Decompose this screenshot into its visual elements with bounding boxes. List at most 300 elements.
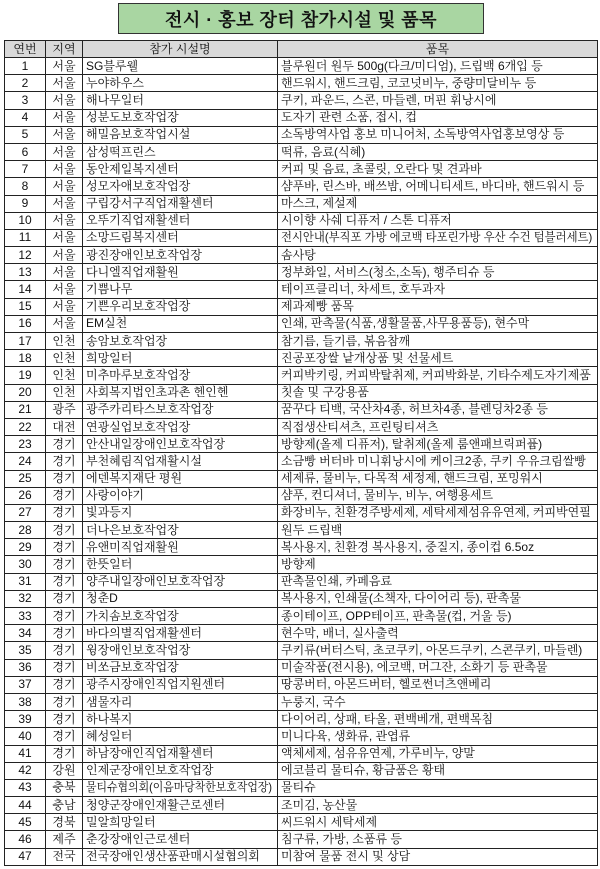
region-text: 충남	[52, 797, 76, 812]
items-cell	[278, 436, 598, 453]
row-number-cell	[5, 556, 46, 573]
row-number-text: 25	[18, 471, 32, 486]
table-row	[5, 195, 598, 212]
row-number-cell	[5, 522, 46, 539]
row-number-cell	[5, 195, 46, 212]
row-number-text: 31	[18, 574, 32, 589]
region-cell	[46, 58, 83, 75]
table-row	[5, 642, 598, 659]
region-cell	[46, 92, 83, 109]
facility-name-text: 비쏘금보호작업장	[86, 660, 179, 675]
region-cell	[46, 728, 83, 745]
items-text: 복사용지, 친환경 복사용지, 중질지, 종이컵 6.5oz	[281, 539, 535, 554]
table-row	[5, 161, 598, 178]
items-cell	[278, 642, 598, 659]
table-row	[5, 762, 598, 779]
items-cell	[278, 779, 598, 796]
items-cell	[278, 109, 598, 126]
row-number-cell	[5, 487, 46, 504]
row-number-cell	[5, 161, 46, 178]
facility-name-cell	[83, 418, 278, 435]
facility-name-text: 청양군장애인재활근로센터	[86, 797, 226, 812]
region-cell	[46, 676, 83, 693]
items-text: 커피박키링, 커피박탈취제, 커피박화분, 기타수제도자기제품	[281, 367, 591, 382]
region-text: 광주	[52, 402, 76, 417]
row-number-text: 8	[21, 178, 29, 193]
items-cell	[278, 556, 598, 573]
region-text: 경기	[52, 488, 76, 503]
region-cell	[46, 573, 83, 590]
row-number-cell	[5, 350, 46, 367]
region-cell	[46, 281, 83, 298]
items-text: 솜사탕	[281, 247, 316, 262]
row-number-text: 12	[18, 247, 32, 262]
facility-name-cell	[83, 573, 278, 590]
facility-name-text: EM실천	[86, 316, 128, 331]
table-row	[5, 693, 598, 710]
items-text: 정부화일, 서비스(청소,소독), 행주티슈 등	[281, 264, 495, 279]
items-cell	[278, 350, 598, 367]
table-row	[5, 229, 598, 246]
items-cell	[278, 539, 598, 556]
facility-name-text: 밀알희망일터	[86, 814, 156, 829]
items-cell	[278, 487, 598, 504]
facility-name-text: 해밀음보호작업시설	[86, 127, 191, 142]
table-header	[5, 41, 598, 58]
facility-name-text: 연광실업보호작업장	[86, 419, 191, 434]
facility-name-cell	[83, 693, 278, 710]
facility-name-text: 기쁜우리보호작업장	[86, 299, 191, 314]
region-text: 인천	[52, 333, 76, 348]
facility-name-cell	[83, 126, 278, 143]
table-row	[5, 556, 598, 573]
row-number-cell	[5, 298, 46, 315]
row-number-cell	[5, 573, 46, 590]
table-row	[5, 504, 598, 521]
facility-name-text: 구립강서구직업재활센터	[86, 196, 214, 211]
row-number-text: 6	[21, 144, 29, 159]
row-number-cell	[5, 143, 46, 160]
table-row	[5, 367, 598, 384]
items-text: 판촉물인쇄, 카페음료	[281, 574, 392, 589]
region-text: 경기	[52, 711, 76, 726]
table-row	[5, 831, 598, 848]
items-cell	[278, 229, 598, 246]
table-row	[5, 590, 598, 607]
region-text: 강원	[52, 763, 76, 778]
table-row	[5, 281, 598, 298]
items-cell	[278, 470, 598, 487]
items-cell	[278, 281, 598, 298]
row-number-text: 28	[18, 522, 32, 537]
items-cell	[278, 608, 598, 625]
row-number-cell	[5, 436, 46, 453]
items-text: 씨드워시 세탁세제	[281, 814, 378, 829]
row-number-cell	[5, 848, 46, 865]
facility-name-cell	[83, 58, 278, 75]
row-number-text: 34	[18, 625, 32, 640]
region-cell	[46, 350, 83, 367]
header-row-number: 연번	[5, 41, 46, 58]
table-row	[5, 315, 598, 332]
region-cell	[46, 195, 83, 212]
row-number-cell	[5, 367, 46, 384]
facility-name-cell	[83, 745, 278, 762]
facility-name-cell	[83, 298, 278, 315]
region-cell	[46, 178, 83, 195]
region-cell	[46, 522, 83, 539]
table-row	[5, 178, 598, 195]
facility-name-cell	[83, 384, 278, 401]
facility-name-cell	[83, 779, 278, 796]
page-title	[118, 3, 484, 34]
row-number-text: 4	[21, 110, 29, 125]
region-text: 서울	[52, 264, 76, 279]
row-number-text: 37	[18, 677, 32, 692]
facility-name-cell	[83, 333, 278, 350]
facility-name-text: 미추마루보호작업장	[86, 367, 191, 382]
region-text: 경기	[52, 557, 76, 572]
items-text: 마스크, 제설제	[281, 196, 358, 211]
region-cell	[46, 590, 83, 607]
items-cell	[278, 728, 598, 745]
facility-name-text: 광주카리타스보호작업장	[86, 402, 214, 417]
row-number-text: 5	[21, 127, 29, 142]
items-text: 전시안내(부직포 가방 에코백 타포린가방 우산 수건 텀블러세트)	[281, 230, 593, 245]
row-number-cell	[5, 728, 46, 745]
table-row	[5, 487, 598, 504]
items-text: 쿠키류(버터스틱, 초코쿠키, 아몬드쿠키, 스콘쿠키, 마들렌)	[281, 642, 583, 657]
facility-name-cell	[83, 281, 278, 298]
row-number-text: 18	[18, 350, 32, 365]
facility-name-text: 광주시장애인직업지원센터	[86, 677, 226, 692]
table-header-row	[5, 41, 598, 58]
facility-name-text: 청춘D	[86, 591, 118, 606]
region-cell	[46, 642, 83, 659]
items-text: 칫솔 및 구강용품	[281, 385, 369, 400]
items-text: 인쇄, 판촉물(식품,생활물품,사무용품등), 현수막	[281, 316, 530, 331]
facility-name-cell	[83, 659, 278, 676]
facility-name-text: 샘물자리	[86, 694, 133, 709]
items-text: 떡류, 음료(식혜)	[281, 144, 366, 159]
facility-name-cell	[83, 608, 278, 625]
region-cell	[46, 693, 83, 710]
row-number-cell	[5, 590, 46, 607]
table-row	[5, 436, 598, 453]
row-number-cell	[5, 539, 46, 556]
items-cell	[278, 831, 598, 848]
region-text: 서울	[52, 178, 76, 193]
items-text: 종이테이프, OPP테이프, 판촉물(컵, 거울 등)	[281, 608, 512, 623]
row-number-text: 35	[18, 642, 32, 657]
facility-name-cell	[83, 315, 278, 332]
items-cell	[278, 625, 598, 642]
items-cell	[278, 848, 598, 865]
region-cell	[46, 762, 83, 779]
row-number-cell	[5, 418, 46, 435]
region-text: 서울	[52, 213, 76, 228]
row-number-text: 40	[18, 728, 32, 743]
region-text: 인천	[52, 385, 76, 400]
facility-name-text: 기쁨나무	[86, 282, 133, 297]
items-text: 미니다육, 생화류, 관엽류	[281, 728, 411, 743]
header-items: 품목	[278, 41, 598, 58]
region-text: 서울	[52, 230, 76, 245]
items-text: 물티슈	[281, 780, 316, 795]
table-row	[5, 298, 598, 315]
items-text: 참기름, 들기름, 볶음참깨	[281, 333, 411, 348]
facility-name-cell	[83, 264, 278, 281]
participant-table	[4, 40, 598, 866]
row-number-text: 23	[18, 436, 32, 451]
row-number-cell	[5, 75, 46, 92]
row-number-text: 16	[18, 316, 32, 331]
facility-name-cell	[83, 676, 278, 693]
facility-name-cell	[83, 350, 278, 367]
region-cell	[46, 109, 83, 126]
region-cell	[46, 247, 83, 264]
row-number-text: 45	[18, 814, 32, 829]
row-number-text: 1	[21, 58, 29, 73]
items-text: 조미김, 농산물	[281, 797, 358, 812]
region-text: 충북	[52, 780, 76, 795]
row-number-cell	[5, 126, 46, 143]
region-cell	[46, 625, 83, 642]
region-cell	[46, 315, 83, 332]
facility-name-text: 더나은보호작업장	[86, 522, 179, 537]
facility-name-cell	[83, 161, 278, 178]
items-cell	[278, 247, 598, 264]
items-cell	[278, 264, 598, 281]
row-number-cell	[5, 642, 46, 659]
row-number-text: 26	[18, 488, 32, 503]
items-text: 복사용지, 인쇄물(소책자, 다이어리 등), 판촉물	[281, 591, 521, 606]
facility-name-text: 물티슈협의회(이음마당착한보호작업장)	[86, 780, 272, 795]
table-row	[5, 470, 598, 487]
region-text: 전국	[52, 849, 76, 864]
row-number-cell	[5, 333, 46, 350]
region-cell	[46, 384, 83, 401]
region-cell	[46, 539, 83, 556]
region-text: 서울	[52, 75, 76, 90]
region-cell	[46, 831, 83, 848]
region-text: 서울	[52, 299, 76, 314]
region-text: 대전	[52, 419, 76, 434]
facility-name-text: 동안제일복지센터	[86, 161, 179, 176]
row-number-text: 42	[18, 763, 32, 778]
row-number-cell	[5, 797, 46, 814]
region-text: 서울	[52, 92, 76, 107]
table-row	[5, 143, 598, 160]
facility-name-text: 유앤미직업재활원	[86, 539, 179, 554]
facility-name-cell	[83, 539, 278, 556]
items-text: 꿈꾸다 티백, 국산차4종, 허브차4종, 블렌딩차2종 등	[281, 402, 548, 417]
row-number-cell	[5, 58, 46, 75]
region-cell	[46, 453, 83, 470]
row-number-text: 32	[18, 591, 32, 606]
region-text: 제주	[52, 832, 76, 847]
facility-name-text: 바다의별직업재활센터	[86, 625, 202, 640]
region-text: 인천	[52, 367, 76, 382]
table-row	[5, 848, 598, 865]
region-cell	[46, 333, 83, 350]
region-cell	[46, 848, 83, 865]
items-cell	[278, 418, 598, 435]
items-cell	[278, 143, 598, 160]
table-row	[5, 453, 598, 470]
facility-name-text: 해나무일터	[86, 92, 144, 107]
row-number-text: 9	[21, 196, 29, 211]
facility-name-text: 인제군장애인보호작업장	[86, 763, 214, 778]
facility-name-text: 안산내일장애인보호작업장	[86, 436, 226, 451]
region-text: 경북	[52, 814, 76, 829]
region-text: 경기	[52, 642, 76, 657]
facility-name-text: 소망드림복지센터	[86, 230, 179, 245]
items-text: 테이프클리너, 차세트, 호두과자	[281, 282, 446, 297]
region-text: 경기	[52, 608, 76, 623]
facility-name-text: SG블루웰	[86, 58, 139, 73]
region-cell	[46, 659, 83, 676]
region-text: 경기	[52, 539, 76, 554]
region-text: 서울	[52, 196, 76, 211]
row-number-cell	[5, 109, 46, 126]
row-number-cell	[5, 676, 46, 693]
region-text: 경기	[52, 694, 76, 709]
row-number-cell	[5, 745, 46, 762]
region-cell	[46, 797, 83, 814]
items-text: 쿠키, 파운드, 스콘, 마들렌, 머핀 휘낭시에	[281, 92, 497, 107]
facility-name-cell	[83, 848, 278, 865]
region-text: 서울	[52, 247, 76, 262]
facility-name-cell	[83, 143, 278, 160]
region-text: 서울	[52, 144, 76, 159]
items-cell	[278, 212, 598, 229]
items-cell	[278, 797, 598, 814]
region-cell	[46, 298, 83, 315]
items-text: 제과제빵 품목	[281, 299, 354, 314]
items-cell	[278, 92, 598, 109]
region-text: 경기	[52, 436, 76, 451]
facility-name-cell	[83, 590, 278, 607]
region-cell	[46, 779, 83, 796]
facility-name-text: 부천혜림직업재활시설	[86, 453, 202, 468]
items-text: 소독방역사업 홍보 미니어처, 소독방역사업홍보영상 등	[281, 127, 565, 142]
region-cell	[46, 487, 83, 504]
region-cell	[46, 212, 83, 229]
facility-name-text: 희망일터	[86, 350, 133, 365]
row-number-cell	[5, 92, 46, 109]
facility-name-cell	[83, 762, 278, 779]
facility-name-cell	[83, 247, 278, 264]
items-text: 미술작품(전시용), 에코백, 머그잔, 소화기 등 판촉물	[281, 660, 548, 675]
items-text: 현수막, 배너, 실사출력	[281, 625, 399, 640]
row-number-text: 33	[18, 608, 32, 623]
facility-name-text: 전국장애인생산품판매시설협의회	[86, 849, 260, 864]
table-row	[5, 573, 598, 590]
facility-name-cell	[83, 195, 278, 212]
facility-name-cell	[83, 212, 278, 229]
region-text: 인천	[52, 350, 76, 365]
page-title-text: 전시 · 홍보 장터 참가시설 및 품목	[164, 9, 438, 30]
facility-name-cell	[83, 109, 278, 126]
items-cell	[278, 659, 598, 676]
row-number-text: 20	[18, 385, 32, 400]
row-number-text: 39	[18, 711, 32, 726]
items-cell	[278, 315, 598, 332]
row-number-text: 41	[18, 746, 32, 761]
facility-name-cell	[83, 556, 278, 573]
items-text: 방향제	[281, 557, 316, 572]
items-text: 원두 드립백	[281, 522, 343, 537]
row-number-text: 7	[21, 161, 29, 176]
row-number-text: 44	[18, 797, 32, 812]
row-number-text: 17	[18, 333, 32, 348]
row-number-text: 3	[21, 92, 29, 107]
facility-name-text: 하남장애인직업재활센터	[86, 746, 214, 761]
row-number-text: 30	[18, 557, 32, 572]
facility-name-text: 누야하우스	[86, 75, 144, 90]
row-number-text: 10	[18, 213, 32, 228]
table-row	[5, 247, 598, 264]
facility-name-text: 사회복지법인초과촌 헨인헨	[86, 385, 229, 400]
facility-name-cell	[83, 642, 278, 659]
row-number-cell	[5, 625, 46, 642]
region-text: 경기	[52, 625, 76, 640]
items-text: 방향제(올제 디퓨저), 탈취제(올제 룸앤패브릭퍼퓸)	[281, 436, 543, 451]
region-cell	[46, 745, 83, 762]
region-cell	[46, 470, 83, 487]
facility-name-text: 빛과등지	[86, 505, 133, 520]
region-text: 경기	[52, 574, 76, 589]
region-cell	[46, 264, 83, 281]
facility-name-cell	[83, 814, 278, 831]
items-text: 직접생산티셔츠, 프린팅티셔츠	[281, 419, 439, 434]
table-body	[5, 58, 598, 866]
table-row	[5, 779, 598, 796]
row-number-cell	[5, 470, 46, 487]
region-cell	[46, 711, 83, 728]
items-text: 누룽지, 국수	[281, 694, 346, 709]
table-row	[5, 745, 598, 762]
region-text: 서울	[52, 282, 76, 297]
row-number-cell	[5, 608, 46, 625]
row-number-text: 47	[18, 849, 32, 864]
row-number-text: 43	[18, 780, 32, 795]
facility-name-text: 가치솜보호작업장	[86, 608, 179, 623]
row-number-text: 29	[18, 539, 32, 554]
row-number-text: 13	[18, 264, 32, 279]
facility-name-cell	[83, 625, 278, 642]
row-number-cell	[5, 831, 46, 848]
region-text: 경기	[52, 746, 76, 761]
table-row	[5, 264, 598, 281]
table-row	[5, 728, 598, 745]
region-text: 경기	[52, 677, 76, 692]
region-text: 서울	[52, 127, 76, 142]
items-text: 도자기 관련 소품, 접시, 컵	[281, 110, 417, 125]
facility-name-text: 혜성일터	[86, 728, 133, 743]
table-row	[5, 418, 598, 435]
facility-name-cell	[83, 487, 278, 504]
facility-name-text: 하나복지	[86, 711, 133, 726]
items-text: 샴푸, 컨디셔너, 물비누, 비누, 여행용세트	[281, 488, 494, 503]
facility-name-text: 윙장애인보호작업장	[86, 642, 191, 657]
table-row	[5, 522, 598, 539]
items-cell	[278, 178, 598, 195]
row-number-text: 38	[18, 694, 32, 709]
items-text: 화장비누, 친환경주방세제, 세탁세제섬유유연제, 커피박연필	[281, 505, 591, 520]
region-text: 경기	[52, 522, 76, 537]
